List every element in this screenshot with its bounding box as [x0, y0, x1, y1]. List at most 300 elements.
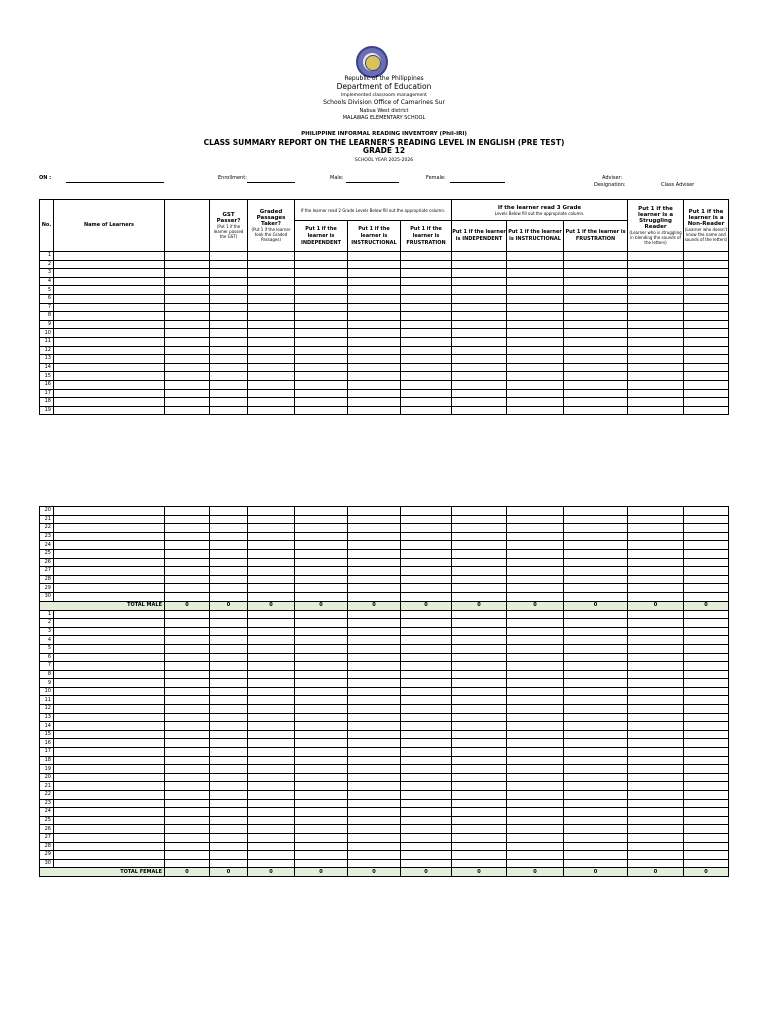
entry-cell[interactable] [248, 808, 295, 817]
entry-cell[interactable] [295, 687, 348, 696]
entry-cell[interactable] [452, 773, 507, 782]
entry-cell[interactable] [628, 859, 684, 868]
entry-cell[interactable] [507, 558, 564, 567]
entry-cell[interactable] [295, 705, 348, 714]
entry-cell[interactable] [165, 662, 210, 671]
entry-cell[interactable] [684, 346, 729, 355]
entry-cell[interactable] [348, 748, 401, 757]
entry-cell[interactable] [401, 739, 452, 748]
entry-cell[interactable] [628, 260, 684, 269]
entry-cell[interactable] [210, 532, 248, 541]
entry-cell[interactable] [401, 610, 452, 619]
learner-name-cell[interactable] [54, 380, 165, 389]
entry-cell[interactable] [348, 833, 401, 842]
entry-cell[interactable] [165, 260, 210, 269]
entry-cell[interactable] [401, 653, 452, 662]
entry-cell[interactable] [628, 398, 684, 407]
entry-cell[interactable] [248, 833, 295, 842]
entry-cell[interactable] [401, 619, 452, 628]
entry-cell[interactable] [348, 851, 401, 860]
entry-cell[interactable] [684, 816, 729, 825]
entry-cell[interactable] [210, 541, 248, 550]
learner-name-cell[interactable] [54, 541, 165, 550]
entry-cell[interactable] [452, 269, 507, 278]
entry-cell[interactable] [507, 541, 564, 550]
entry-cell[interactable] [210, 687, 248, 696]
entry-cell[interactable] [295, 329, 348, 338]
entry-cell[interactable] [348, 269, 401, 278]
entry-cell[interactable] [628, 584, 684, 593]
entry-cell[interactable] [165, 515, 210, 524]
entry-cell[interactable] [507, 346, 564, 355]
entry-cell[interactable] [628, 636, 684, 645]
entry-cell[interactable] [165, 859, 210, 868]
entry-cell[interactable] [628, 294, 684, 303]
entry-cell[interactable] [165, 713, 210, 722]
entry-cell[interactable] [295, 825, 348, 834]
entry-cell[interactable] [248, 549, 295, 558]
entry-cell[interactable] [684, 808, 729, 817]
entry-cell[interactable] [210, 277, 248, 286]
entry-cell[interactable] [165, 816, 210, 825]
entry-cell[interactable] [564, 406, 628, 415]
entry-cell[interactable] [628, 730, 684, 739]
entry-cell[interactable] [165, 337, 210, 346]
entry-cell[interactable] [507, 670, 564, 679]
entry-cell[interactable] [401, 575, 452, 584]
entry-cell[interactable] [684, 773, 729, 782]
entry-cell[interactable] [684, 705, 729, 714]
entry-cell[interactable] [452, 363, 507, 372]
entry-cell[interactable] [248, 269, 295, 278]
entry-cell[interactable] [452, 687, 507, 696]
entry-cell[interactable] [628, 524, 684, 533]
entry-cell[interactable] [248, 842, 295, 851]
entry-cell[interactable] [452, 748, 507, 757]
learner-name-cell[interactable] [54, 355, 165, 364]
entry-cell[interactable] [564, 653, 628, 662]
learner-name-cell[interactable] [54, 662, 165, 671]
entry-cell[interactable] [628, 687, 684, 696]
entry-cell[interactable] [684, 541, 729, 550]
entry-cell[interactable] [628, 773, 684, 782]
entry-cell[interactable] [348, 329, 401, 338]
entry-cell[interactable] [401, 549, 452, 558]
entry-cell[interactable] [684, 269, 729, 278]
entry-cell[interactable] [248, 687, 295, 696]
learner-name-cell[interactable] [54, 619, 165, 628]
entry-cell[interactable] [564, 713, 628, 722]
entry-cell[interactable] [452, 842, 507, 851]
entry-cell[interactable] [348, 389, 401, 398]
learner-name-cell[interactable] [54, 584, 165, 593]
entry-cell[interactable] [248, 252, 295, 261]
learner-name-cell[interactable] [54, 799, 165, 808]
entry-cell[interactable] [210, 799, 248, 808]
entry-cell[interactable] [248, 765, 295, 774]
entry-cell[interactable] [248, 653, 295, 662]
entry-cell[interactable] [248, 346, 295, 355]
learner-name-cell[interactable] [54, 312, 165, 321]
entry-cell[interactable] [452, 312, 507, 321]
entry-cell[interactable] [295, 380, 348, 389]
entry-cell[interactable] [401, 592, 452, 601]
entry-cell[interactable] [295, 355, 348, 364]
entry-cell[interactable] [684, 799, 729, 808]
entry-cell[interactable] [248, 816, 295, 825]
entry-cell[interactable] [684, 859, 729, 868]
entry-cell[interactable] [248, 515, 295, 524]
learner-name-cell[interactable] [54, 696, 165, 705]
entry-cell[interactable] [210, 389, 248, 398]
entry-cell[interactable] [507, 584, 564, 593]
entry-cell[interactable] [684, 592, 729, 601]
entry-cell[interactable] [295, 773, 348, 782]
entry-cell[interactable] [564, 730, 628, 739]
entry-cell[interactable] [248, 329, 295, 338]
learner-name-cell[interactable] [54, 389, 165, 398]
entry-cell[interactable] [165, 346, 210, 355]
entry-cell[interactable] [295, 816, 348, 825]
entry-cell[interactable] [452, 524, 507, 533]
entry-cell[interactable] [348, 286, 401, 295]
entry-cell[interactable] [248, 644, 295, 653]
entry-cell[interactable] [348, 575, 401, 584]
entry-cell[interactable] [210, 808, 248, 817]
entry-cell[interactable] [507, 696, 564, 705]
entry-cell[interactable] [248, 532, 295, 541]
entry-cell[interactable] [248, 372, 295, 381]
learner-name-cell[interactable] [54, 687, 165, 696]
learner-name-cell[interactable] [54, 825, 165, 834]
entry-cell[interactable] [165, 653, 210, 662]
entry-cell[interactable] [564, 363, 628, 372]
entry-cell[interactable] [684, 756, 729, 765]
entry-cell[interactable] [248, 756, 295, 765]
entry-cell[interactable] [452, 739, 507, 748]
entry-cell[interactable] [165, 782, 210, 791]
entry-cell[interactable] [401, 670, 452, 679]
entry-cell[interactable] [564, 549, 628, 558]
entry-cell[interactable] [295, 320, 348, 329]
learner-name-cell[interactable] [54, 653, 165, 662]
entry-cell[interactable] [507, 722, 564, 731]
entry-cell[interactable] [295, 799, 348, 808]
entry-cell[interactable] [507, 277, 564, 286]
entry-cell[interactable] [564, 312, 628, 321]
entry-cell[interactable] [564, 670, 628, 679]
entry-cell[interactable] [165, 380, 210, 389]
learner-name-cell[interactable] [54, 782, 165, 791]
entry-cell[interactable] [165, 507, 210, 516]
entry-cell[interactable] [628, 696, 684, 705]
entry-cell[interactable] [348, 507, 401, 516]
entry-cell[interactable] [452, 592, 507, 601]
entry-cell[interactable] [295, 592, 348, 601]
entry-cell[interactable] [684, 636, 729, 645]
entry-cell[interactable] [507, 679, 564, 688]
entry-cell[interactable] [165, 286, 210, 295]
entry-cell[interactable] [507, 260, 564, 269]
entry-cell[interactable] [348, 303, 401, 312]
entry-cell[interactable] [628, 592, 684, 601]
entry-cell[interactable] [684, 696, 729, 705]
entry-cell[interactable] [684, 532, 729, 541]
entry-cell[interactable] [684, 662, 729, 671]
entry-cell[interactable] [401, 662, 452, 671]
entry-cell[interactable] [401, 730, 452, 739]
entry-cell[interactable] [165, 355, 210, 364]
entry-cell[interactable] [507, 765, 564, 774]
entry-cell[interactable] [248, 567, 295, 576]
entry-cell[interactable] [564, 782, 628, 791]
entry-cell[interactable] [628, 320, 684, 329]
learner-name-cell[interactable] [54, 765, 165, 774]
entry-cell[interactable] [401, 567, 452, 576]
entry-cell[interactable] [248, 636, 295, 645]
entry-cell[interactable] [295, 739, 348, 748]
entry-cell[interactable] [628, 842, 684, 851]
entry-cell[interactable] [165, 372, 210, 381]
entry-cell[interactable] [165, 619, 210, 628]
entry-cell[interactable] [628, 329, 684, 338]
entry-cell[interactable] [348, 372, 401, 381]
entry-cell[interactable] [564, 773, 628, 782]
entry-cell[interactable] [165, 294, 210, 303]
entry-cell[interactable] [348, 722, 401, 731]
entry-cell[interactable] [295, 636, 348, 645]
entry-cell[interactable] [165, 406, 210, 415]
entry-cell[interactable] [401, 398, 452, 407]
entry-cell[interactable] [564, 748, 628, 757]
entry-cell[interactable] [401, 842, 452, 851]
entry-cell[interactable] [628, 739, 684, 748]
entry-cell[interactable] [248, 524, 295, 533]
entry-cell[interactable] [452, 286, 507, 295]
entry-cell[interactable] [210, 696, 248, 705]
entry-cell[interactable] [564, 644, 628, 653]
entry-cell[interactable] [628, 705, 684, 714]
entry-cell[interactable] [401, 636, 452, 645]
entry-cell[interactable] [295, 346, 348, 355]
entry-cell[interactable] [628, 851, 684, 860]
learner-name-cell[interactable] [54, 670, 165, 679]
entry-cell[interactable] [348, 532, 401, 541]
entry-cell[interactable] [564, 355, 628, 364]
entry-cell[interactable] [248, 619, 295, 628]
entry-cell[interactable] [564, 269, 628, 278]
entry-cell[interactable] [348, 773, 401, 782]
entry-cell[interactable] [210, 567, 248, 576]
entry-cell[interactable] [401, 541, 452, 550]
entry-cell[interactable] [248, 592, 295, 601]
entry-cell[interactable] [684, 363, 729, 372]
entry-cell[interactable] [684, 507, 729, 516]
entry-cell[interactable] [348, 584, 401, 593]
entry-cell[interactable] [507, 808, 564, 817]
entry-cell[interactable] [210, 355, 248, 364]
entry-cell[interactable] [564, 584, 628, 593]
entry-cell[interactable] [348, 679, 401, 688]
learner-name-cell[interactable] [54, 346, 165, 355]
entry-cell[interactable] [401, 765, 452, 774]
entry-cell[interactable] [165, 833, 210, 842]
entry-cell[interactable] [165, 825, 210, 834]
learner-name-cell[interactable] [54, 269, 165, 278]
entry-cell[interactable] [452, 859, 507, 868]
entry-cell[interactable] [684, 575, 729, 584]
entry-cell[interactable] [348, 541, 401, 550]
entry-cell[interactable] [210, 816, 248, 825]
entry-cell[interactable] [507, 312, 564, 321]
entry-cell[interactable] [210, 636, 248, 645]
entry-cell[interactable] [452, 765, 507, 774]
entry-cell[interactable] [210, 380, 248, 389]
entry-cell[interactable] [564, 627, 628, 636]
learner-name-cell[interactable] [54, 549, 165, 558]
entry-cell[interactable] [165, 269, 210, 278]
entry-cell[interactable] [684, 515, 729, 524]
entry-cell[interactable] [165, 851, 210, 860]
entry-cell[interactable] [348, 713, 401, 722]
entry-cell[interactable] [507, 851, 564, 860]
entry-cell[interactable] [210, 653, 248, 662]
entry-cell[interactable] [452, 567, 507, 576]
entry-cell[interactable] [628, 269, 684, 278]
entry-cell[interactable] [295, 782, 348, 791]
entry-cell[interactable] [248, 575, 295, 584]
entry-cell[interactable] [401, 705, 452, 714]
entry-cell[interactable] [165, 739, 210, 748]
entry-cell[interactable] [507, 833, 564, 842]
entry-cell[interactable] [248, 739, 295, 748]
entry-cell[interactable] [165, 748, 210, 757]
learner-name-cell[interactable] [54, 636, 165, 645]
entry-cell[interactable] [401, 584, 452, 593]
entry-cell[interactable] [210, 398, 248, 407]
entry-cell[interactable] [507, 859, 564, 868]
entry-cell[interactable] [210, 825, 248, 834]
entry-cell[interactable] [210, 320, 248, 329]
entry-cell[interactable] [401, 507, 452, 516]
entry-cell[interactable] [165, 575, 210, 584]
learner-name-cell[interactable] [54, 567, 165, 576]
entry-cell[interactable] [452, 398, 507, 407]
entry-cell[interactable] [165, 584, 210, 593]
entry-cell[interactable] [507, 337, 564, 346]
entry-cell[interactable] [401, 696, 452, 705]
entry-cell[interactable] [210, 363, 248, 372]
entry-cell[interactable] [684, 851, 729, 860]
entry-cell[interactable] [248, 748, 295, 757]
entry-cell[interactable] [684, 260, 729, 269]
entry-cell[interactable] [165, 687, 210, 696]
entry-cell[interactable] [348, 756, 401, 765]
entry-cell[interactable] [165, 791, 210, 800]
learner-name-cell[interactable] [54, 859, 165, 868]
entry-cell[interactable] [248, 791, 295, 800]
entry-cell[interactable] [210, 713, 248, 722]
entry-cell[interactable] [564, 541, 628, 550]
entry-cell[interactable] [628, 808, 684, 817]
learner-name-cell[interactable] [54, 816, 165, 825]
entry-cell[interactable] [564, 739, 628, 748]
entry-cell[interactable] [401, 406, 452, 415]
entry-cell[interactable] [401, 329, 452, 338]
entry-cell[interactable] [401, 558, 452, 567]
entry-cell[interactable] [295, 575, 348, 584]
entry-cell[interactable] [248, 294, 295, 303]
entry-cell[interactable] [564, 696, 628, 705]
entry-cell[interactable] [165, 567, 210, 576]
entry-cell[interactable] [684, 312, 729, 321]
entry-cell[interactable] [684, 739, 729, 748]
entry-cell[interactable] [684, 286, 729, 295]
entry-cell[interactable] [564, 592, 628, 601]
entry-cell[interactable] [452, 619, 507, 628]
entry-cell[interactable] [684, 644, 729, 653]
entry-cell[interactable] [452, 303, 507, 312]
entry-cell[interactable] [295, 549, 348, 558]
learner-name-cell[interactable] [54, 851, 165, 860]
entry-cell[interactable] [507, 252, 564, 261]
enrollment-field[interactable] [247, 182, 295, 183]
entry-cell[interactable] [507, 653, 564, 662]
entry-cell[interactable] [248, 825, 295, 834]
entry-cell[interactable] [401, 851, 452, 860]
entry-cell[interactable] [401, 627, 452, 636]
entry-cell[interactable] [507, 303, 564, 312]
entry-cell[interactable] [452, 730, 507, 739]
entry-cell[interactable] [295, 286, 348, 295]
entry-cell[interactable] [348, 791, 401, 800]
entry-cell[interactable] [507, 713, 564, 722]
entry-cell[interactable] [684, 558, 729, 567]
entry-cell[interactable] [165, 532, 210, 541]
entry-cell[interactable] [210, 791, 248, 800]
entry-cell[interactable] [348, 696, 401, 705]
entry-cell[interactable] [295, 515, 348, 524]
entry-cell[interactable] [564, 662, 628, 671]
entry-cell[interactable] [248, 799, 295, 808]
entry-cell[interactable] [684, 791, 729, 800]
entry-cell[interactable] [210, 662, 248, 671]
entry-cell[interactable] [564, 679, 628, 688]
entry-cell[interactable] [684, 748, 729, 757]
entry-cell[interactable] [628, 515, 684, 524]
entry-cell[interactable] [210, 773, 248, 782]
entry-cell[interactable] [248, 380, 295, 389]
learner-name-cell[interactable] [54, 644, 165, 653]
entry-cell[interactable] [295, 619, 348, 628]
entry-cell[interactable] [210, 851, 248, 860]
entry-cell[interactable] [248, 730, 295, 739]
entry-cell[interactable] [348, 687, 401, 696]
entry-cell[interactable] [628, 756, 684, 765]
entry-cell[interactable] [564, 346, 628, 355]
entry-cell[interactable] [401, 679, 452, 688]
entry-cell[interactable] [165, 636, 210, 645]
entry-cell[interactable] [507, 286, 564, 295]
entry-cell[interactable] [452, 825, 507, 834]
entry-cell[interactable] [348, 346, 401, 355]
entry-cell[interactable] [507, 320, 564, 329]
entry-cell[interactable] [295, 507, 348, 516]
entry-cell[interactable] [628, 337, 684, 346]
learner-name-cell[interactable] [54, 515, 165, 524]
entry-cell[interactable] [452, 833, 507, 842]
entry-cell[interactable] [295, 842, 348, 851]
